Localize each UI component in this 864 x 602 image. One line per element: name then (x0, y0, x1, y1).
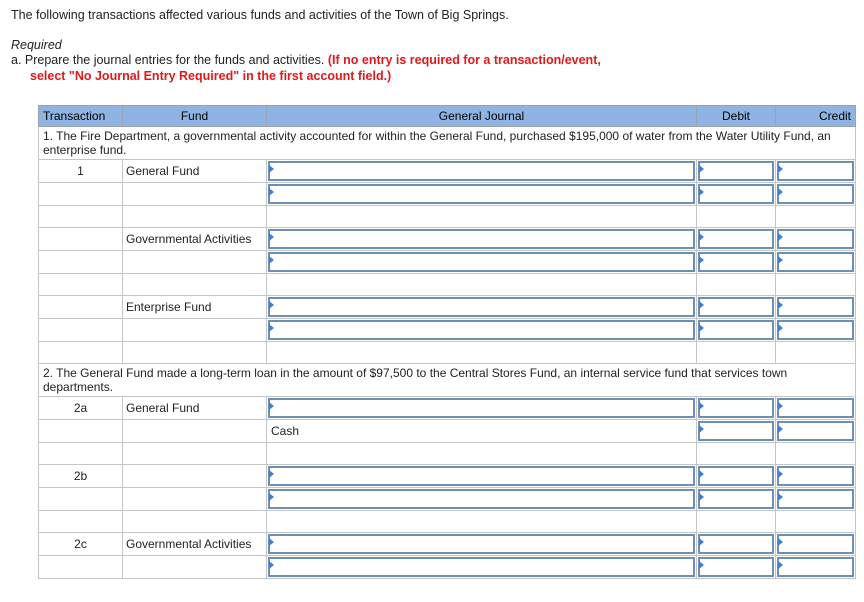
table-row (39, 183, 856, 206)
credit-input[interactable] (777, 534, 854, 554)
dropdown-arrow-icon (699, 188, 704, 196)
tx-label: 1 (39, 160, 123, 183)
dropdown-arrow-icon (699, 165, 704, 173)
credit-input[interactable] (777, 320, 854, 340)
dropdown-arrow-icon (269, 165, 274, 173)
instruction-prefix: a. Prepare the journal entries for the funds and activities. (11, 53, 325, 67)
debit-input[interactable] (698, 534, 774, 554)
header-debit: Debit (697, 106, 776, 127)
account-select[interactable] (268, 557, 695, 577)
table-row (39, 420, 856, 443)
fund-label: General Fund (123, 397, 267, 420)
table-row (39, 319, 856, 342)
account-select[interactable] (268, 297, 695, 317)
fund-label: Enterprise Fund (123, 296, 267, 319)
debit-input[interactable] (698, 557, 774, 577)
dropdown-arrow-icon (778, 402, 783, 410)
tx-label: 2b (39, 465, 123, 488)
dropdown-arrow-icon (778, 538, 783, 546)
table-row (39, 251, 856, 274)
dropdown-arrow-icon (269, 493, 274, 501)
empty-row (39, 443, 856, 465)
header-row (39, 106, 856, 127)
debit-input[interactable] (698, 161, 774, 181)
dropdown-arrow-icon (778, 561, 783, 569)
debit-input[interactable] (698, 229, 774, 249)
dropdown-arrow-icon (699, 402, 704, 410)
account-select[interactable] (268, 320, 695, 340)
table-row (39, 228, 856, 251)
debit-input[interactable] (698, 421, 774, 441)
table-row (39, 465, 856, 488)
table-row (39, 556, 856, 579)
dropdown-arrow-icon (699, 256, 704, 264)
dropdown-arrow-icon (269, 470, 274, 478)
table-row (39, 160, 856, 183)
table-row (39, 397, 856, 420)
dropdown-arrow-icon (699, 493, 704, 501)
transaction-2-description: 2. The General Fund made a long-term loan in the amount of $97,500 to the Central Stores Fund, an internal service fund that services town departments. (39, 364, 856, 397)
transaction-1-description: 1. The Fire Department, a governmental activity accounted for within the General Fund, purchased $195,000 of water from the Water Utility Fund, an enterprise fund. (39, 127, 856, 160)
header-credit: Credit (776, 106, 856, 127)
empty-row (39, 206, 856, 228)
credit-input[interactable] (777, 229, 854, 249)
dropdown-arrow-icon (269, 561, 274, 569)
header-fund: Fund (123, 106, 267, 127)
dropdown-arrow-icon (699, 425, 704, 433)
dropdown-arrow-icon (269, 256, 274, 264)
dropdown-arrow-icon (699, 324, 704, 332)
table-row (39, 488, 856, 511)
table-row (39, 296, 856, 319)
dropdown-arrow-icon (778, 493, 783, 501)
dropdown-arrow-icon (778, 425, 783, 433)
dropdown-arrow-icon (269, 233, 274, 241)
dropdown-arrow-icon (699, 561, 704, 569)
tx-label: 2c (39, 533, 123, 556)
dropdown-arrow-icon (778, 233, 783, 241)
dropdown-arrow-icon (269, 188, 274, 196)
empty-row (39, 342, 856, 364)
account-select[interactable] (268, 229, 695, 249)
empty-row (39, 274, 856, 296)
fund-label: Governmental Activities (123, 533, 267, 556)
dropdown-arrow-icon (778, 188, 783, 196)
required-label: Required (11, 38, 62, 52)
dropdown-arrow-icon (699, 233, 704, 241)
credit-input[interactable] (777, 184, 854, 204)
debit-input[interactable] (698, 320, 774, 340)
dropdown-arrow-icon (699, 301, 704, 309)
debit-input[interactable] (698, 297, 774, 317)
credit-input[interactable] (777, 297, 854, 317)
account-select[interactable] (268, 398, 695, 418)
dropdown-arrow-icon (699, 538, 704, 546)
tx-label: 2a (39, 397, 123, 420)
debit-input[interactable] (698, 184, 774, 204)
account-select[interactable] (268, 489, 695, 509)
credit-input[interactable] (777, 398, 854, 418)
debit-input[interactable] (698, 489, 774, 509)
dropdown-arrow-icon (699, 470, 704, 478)
instruction-note-1: (If no entry is required for a transaction/event, (327, 53, 601, 67)
account-select[interactable] (268, 161, 695, 181)
credit-input[interactable] (777, 466, 854, 486)
dropdown-arrow-icon (269, 324, 274, 332)
dropdown-arrow-icon (778, 256, 783, 264)
dropdown-arrow-icon (778, 324, 783, 332)
debit-input[interactable] (698, 398, 774, 418)
journal-table (38, 105, 856, 579)
dropdown-arrow-icon (778, 301, 783, 309)
table-row (39, 533, 856, 556)
fund-label (123, 465, 267, 488)
empty-row (39, 511, 856, 533)
instruction-block (11, 52, 601, 84)
credit-input[interactable] (777, 161, 854, 181)
dropdown-arrow-icon (269, 402, 274, 410)
credit-input[interactable] (777, 557, 854, 577)
dropdown-arrow-icon (778, 165, 783, 173)
instruction-note-2: select "No Journal Entry Required" in the first account field.) (30, 69, 392, 83)
account-select[interactable] (268, 534, 695, 554)
debit-input[interactable] (698, 252, 774, 272)
header-general-journal: General Journal (267, 106, 697, 127)
fund-label: General Fund (123, 160, 267, 183)
account-select[interactable] (268, 252, 695, 272)
account-cash: Cash (271, 424, 300, 438)
account-select[interactable] (268, 466, 695, 486)
intro-text: The following transactions affected various funds and activities of the Town of Big Springs. (11, 8, 509, 22)
debit-input[interactable] (698, 466, 774, 486)
dropdown-arrow-icon (778, 470, 783, 478)
credit-input[interactable] (777, 421, 854, 441)
credit-input[interactable] (777, 252, 854, 272)
header-transaction: Transaction (39, 106, 123, 127)
account-select[interactable] (268, 184, 695, 204)
credit-input[interactable] (777, 489, 854, 509)
fund-label: Governmental Activities (123, 228, 267, 251)
dropdown-arrow-icon (269, 538, 274, 546)
dropdown-arrow-icon (269, 301, 274, 309)
